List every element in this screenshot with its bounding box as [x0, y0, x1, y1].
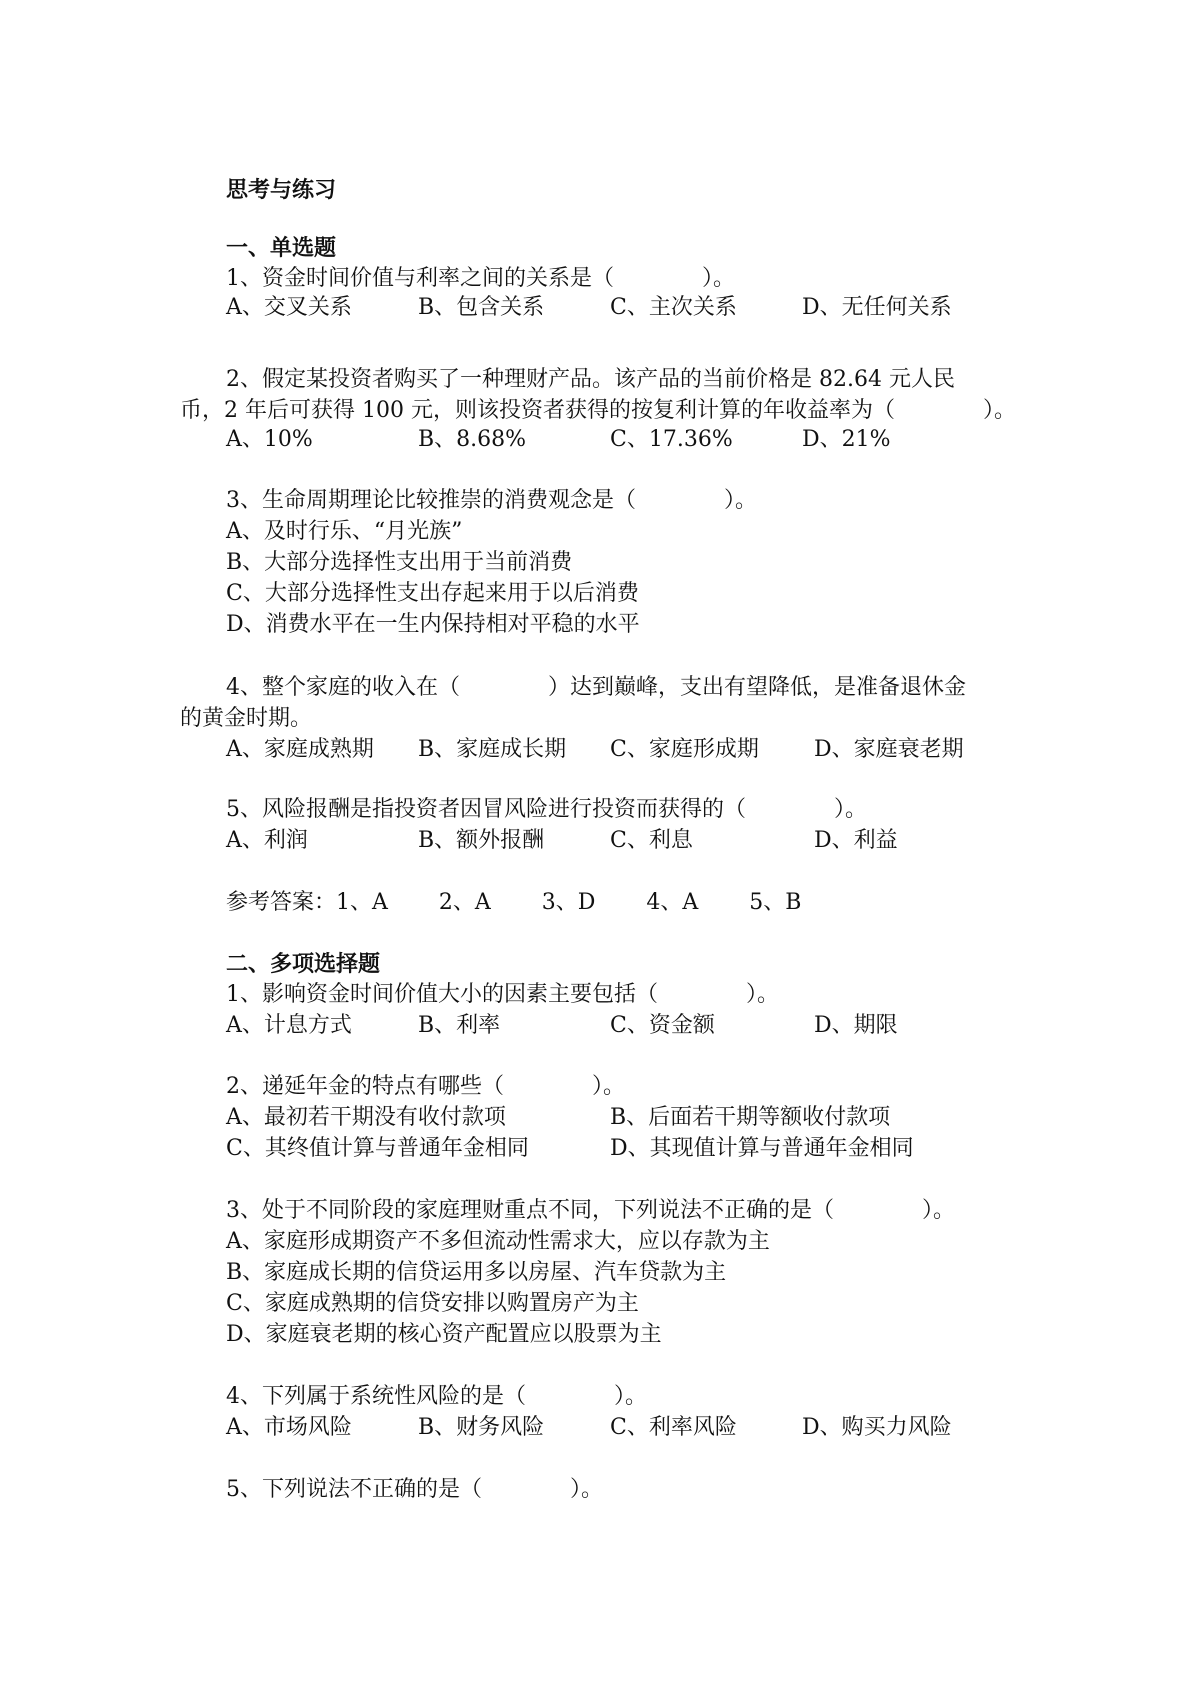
option-c: C、家庭形成期: [610, 737, 759, 762]
option-d: D、购买力风险: [802, 1415, 952, 1440]
option-a: A、及时行乐、“月光族”: [226, 519, 463, 544]
question-text: 2、递延年金的特点有哪些（ ）。: [226, 1074, 625, 1099]
question-text: 1、影响资金时间价值大小的因素主要包括（ ）。: [226, 982, 779, 1007]
option-b: B、利率: [418, 1013, 501, 1038]
option-c: C、17.36%: [610, 427, 733, 452]
option-a: A、利润: [226, 828, 308, 853]
option-d: D、其现值计算与普通年金相同: [610, 1136, 914, 1161]
option-d: D、期限: [814, 1013, 898, 1038]
option-d: D、利益: [814, 828, 898, 853]
option-a: A、市场风险: [226, 1415, 352, 1440]
question-text: 5、风险报酬是指投资者因冒风险进行投资而获得的（ ）。: [226, 797, 867, 822]
option-b: B、8.68%: [418, 427, 527, 452]
option-b: B、大部分选择性支出用于当前消费: [226, 550, 573, 575]
option-a: A、交叉关系: [226, 295, 352, 320]
question-text-continued: 币，2 年后可获得 100 元，则该投资者获得的按复利计算的年收益率为（ ）。: [180, 398, 1016, 423]
option-c: C、大部分选择性支出存起来用于以后消费: [226, 581, 639, 606]
question-text: 4、整个家庭的收入在（ ）达到巅峰，支出有望降低，是准备退休金: [226, 675, 966, 700]
answer-key: 参考答案：1、A 2、A 3、D 4、A 5、B: [226, 890, 802, 915]
option-a: A、10%: [226, 427, 313, 452]
option-c: C、主次关系: [610, 295, 737, 320]
option-c: C、其终值计算与普通年金相同: [226, 1136, 529, 1161]
option-a: A、家庭成熟期: [226, 737, 374, 762]
option-b: B、家庭成长期的信贷运用多以房屋、汽车贷款为主: [226, 1260, 727, 1285]
option-a: A、计息方式: [226, 1013, 352, 1038]
section-heading-single-choice: 一、单选题: [226, 236, 337, 261]
option-b: B、后面若干期等额收付款项: [610, 1105, 891, 1130]
option-d: D、消费水平在一生内保持相对平稳的水平: [226, 612, 640, 637]
option-a: A、最初若干期没有收付款项: [226, 1105, 506, 1130]
option-d: D、家庭衰老期的核心资产配置应以股票为主: [226, 1322, 662, 1347]
question-text: 4、下列属于系统性风险的是（ ）。: [226, 1384, 647, 1409]
option-d: D、无任何关系: [802, 295, 952, 320]
question-text-continued: 的黄金时期。: [180, 706, 313, 731]
option-d: D、家庭衰老期: [814, 737, 964, 762]
question-text: 3、处于不同阶段的家庭理财重点不同，下列说法不正确的是（ ）。: [226, 1198, 955, 1223]
option-b: B、包含关系: [418, 295, 545, 320]
option-c: C、家庭成熟期的信贷安排以购置房产为主: [226, 1291, 639, 1316]
question-text: 1、资金时间价值与利率之间的关系是（ ）。: [226, 266, 735, 291]
option-b: B、额外报酬: [418, 828, 545, 853]
section-heading-multiple-choice: 二、多项选择题: [226, 952, 381, 977]
option-a: A、家庭形成期资产不多但流动性需求大，应以存款为主: [226, 1229, 770, 1254]
option-d: D、21%: [802, 427, 891, 452]
document-title: 思考与练习: [226, 178, 337, 203]
option-c: C、利率风险: [610, 1415, 737, 1440]
option-c: C、利息: [610, 828, 693, 853]
option-b: B、家庭成长期: [418, 737, 567, 762]
question-text: 2、假定某投资者购买了一种理财产品。该产品的当前价格是 82.64 元人民: [226, 367, 955, 392]
option-c: C、资金额: [610, 1013, 715, 1038]
option-b: B、财务风险: [418, 1415, 545, 1440]
question-text: 5、下列说法不正确的是（ ）。: [226, 1477, 603, 1502]
question-text: 3、生命周期理论比较推崇的消费观念是（ ）。: [226, 488, 757, 513]
